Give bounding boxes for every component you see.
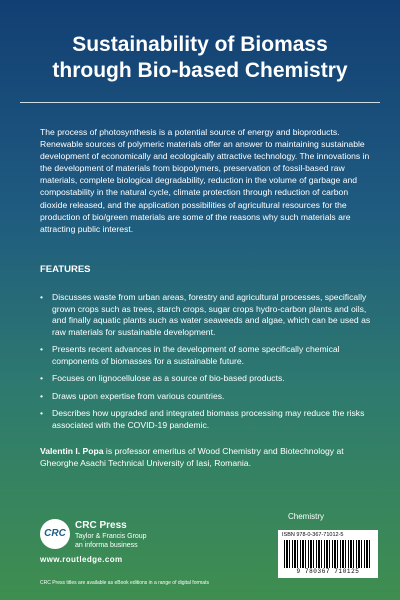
publisher-block <box>75 520 147 550</box>
bullet-icon: • <box>40 292 44 302</box>
feature-item: • Focuses on lignocellulose as a source of bio-based products. <box>40 373 285 383</box>
bullet-icon: • <box>40 390 44 401</box>
bullet-icon: • <box>40 408 44 418</box>
title-divider <box>20 102 380 103</box>
author-description: is professor emeritus of Wood Chemistry and Biotechnology at Gheorghe Asachi Technical University of Iasi, Romania. <box>40 446 344 468</box>
feature-item: • Describes how upgraded and integrated biomass processing may reduce the risks associated with the COVID-19 pandemic. <box>40 408 365 430</box>
bullet-icon: • <box>40 344 44 354</box>
barcode-bars-icon <box>284 540 372 568</box>
features-list <box>40 292 374 437</box>
book-title <box>0 32 400 84</box>
subject-category: Chemistry <box>288 512 325 521</box>
publisher-url[interactable]: www.routledge.com <box>40 555 123 564</box>
title-line-1: Sustainability of Biomass <box>72 33 328 56</box>
publisher-name: CRC Press <box>75 520 127 531</box>
author-name: Valentin I. Popa <box>40 446 104 456</box>
features-heading: FEATURES <box>40 264 91 275</box>
feature-item: • Discusses waste from urban areas, forestry and agricultural processes, specifically grown crops such as trees, starch crops, sugar crops hydro-carbon plants and oils, and finally aquatic plants such as water seaweeds and algae, which can be used as raw materials for sustainable development. <box>40 292 371 337</box>
barcode <box>278 530 378 578</box>
publisher-tagline: an informa business <box>75 542 138 549</box>
title-line-2: through Bio-based Chemistry <box>52 59 348 82</box>
bullet-icon: • <box>40 373 44 383</box>
description-paragraph: The process of photosynthesis is a potential source of energy and bioproducts. Renewable sources of polymeric materials offer an answer to maintaining sustainable development of economically and ecologically attractive technology. The innovations in the development of materials from biopolymers, preservation of fossil-based raw materials, complete biological degradability, reduction in the volume of garbage and compostability in the natural cycle, climate protection through reduction of carbon dioxide released, and the application possibilities of agricultural resources for the production of bio/green materials are some of the reasons why such materials are attracting public interest. <box>40 127 370 234</box>
publisher-group: Taylor & Francis Group <box>75 533 147 540</box>
author-bio <box>40 445 374 469</box>
crc-logo-icon: CRC <box>40 519 70 549</box>
feature-item: • Draws upon expertise from various countries. <box>40 390 225 401</box>
feature-item: • Presents recent advances in the development of some specifically chemical components of biomasses for a sustainable future. <box>40 344 340 366</box>
isbn-label: ISBN 978-0-367-71012-5 <box>282 532 344 538</box>
barcode-numbers: 9 780367 710125 <box>296 568 360 575</box>
ebook-note: CRC Press titles are available as eBook editions in a range of digital formats <box>40 580 209 586</box>
